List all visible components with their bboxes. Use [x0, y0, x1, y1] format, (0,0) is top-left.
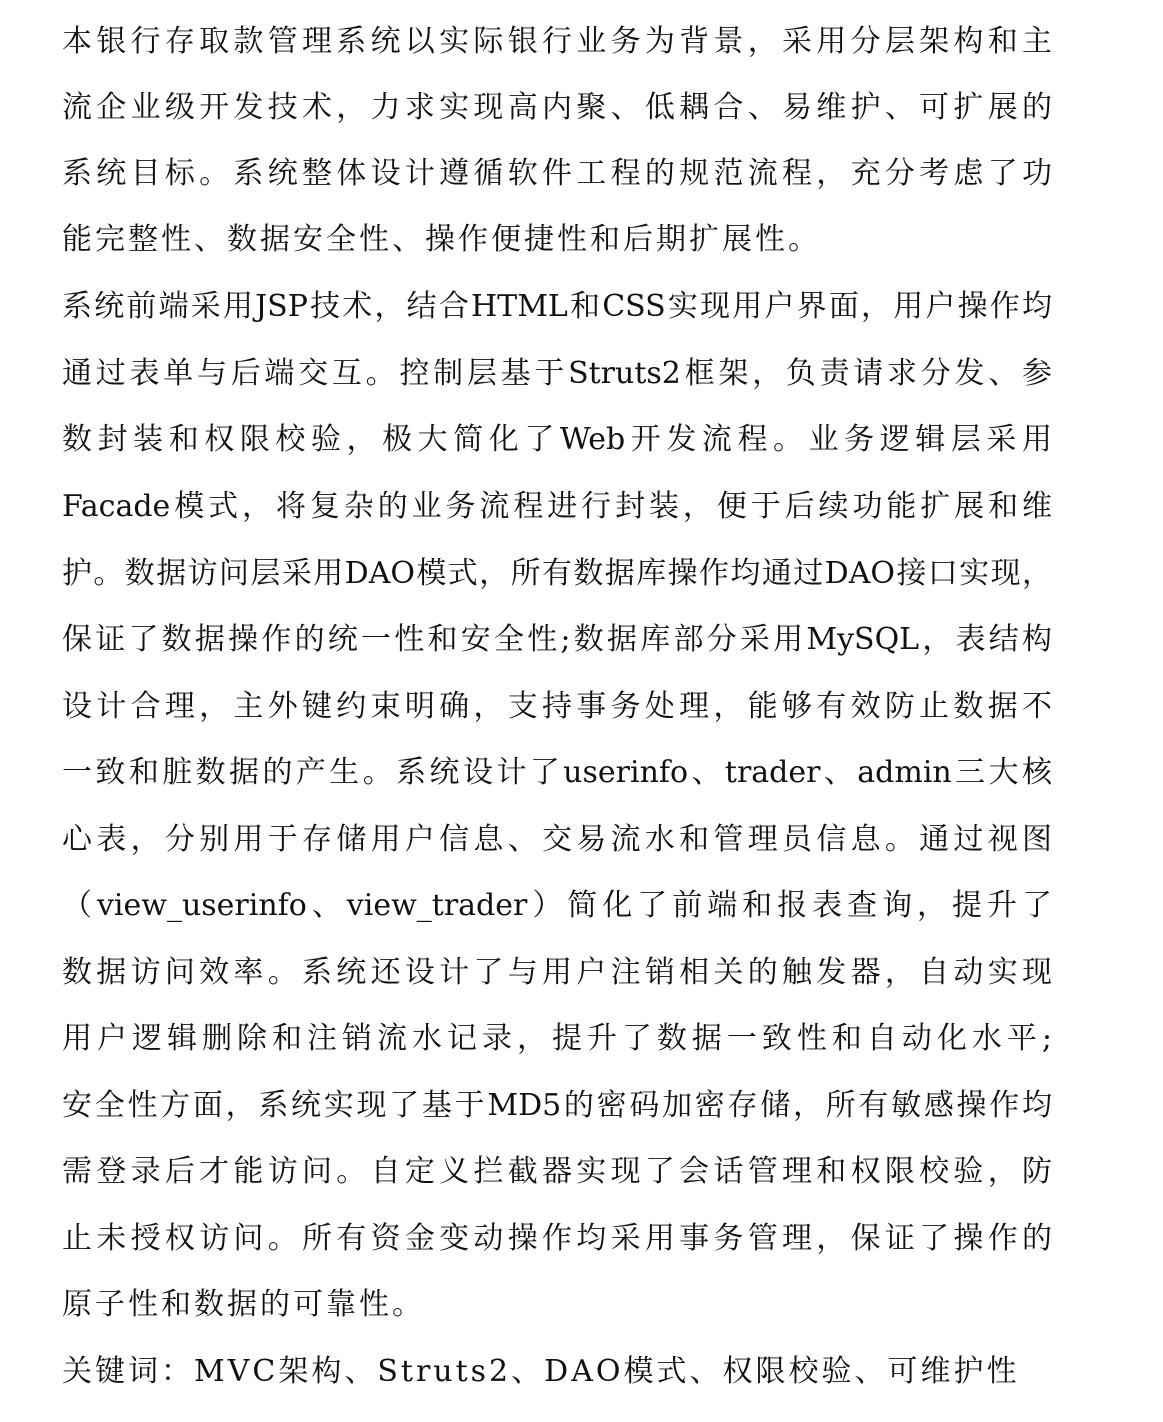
text-line-10: 保证了数据操作的统一性和安全性;数据库部分采用MySQL，表结构	[62, 622, 1052, 657]
text-line-15: 数据访问效率。系统还设计了与用户注销相关的触发器，自动实现	[62, 955, 1052, 990]
text-line-9: 护。数据访问层采用DAO模式，所有数据库操作均通过DAO接口实现，	[62, 556, 1052, 591]
text-line-7: 数封装和权限校验，极大简化了Web开发流程。业务逻辑层采用	[62, 422, 1052, 457]
text-line-11: 设计合理，主外键约束明确，支持事务处理，能够有效防止数据不	[62, 689, 1052, 724]
keywords-line: 关键词：MVC架构、Struts2、DAO模式、权限校验、可维护性	[62, 1354, 1020, 1389]
text-line-17: 安全性方面，系统实现了基于MD5的密码加密存储，所有敏感操作均	[62, 1088, 1052, 1123]
text-line-6: 通过表单与后端交互。控制层基于Struts2框架，负责请求分发、参	[62, 356, 1052, 391]
text-line-2: 流企业级开发技术，力求实现高内聚、低耦合、易维护、可扩展的	[62, 90, 1052, 125]
text-line-18: 需登录后才能访问。自定义拦截器实现了会话管理和权限校验，防	[62, 1154, 1052, 1189]
text-line-5: 系统前端采用JSP技术，结合HTML和CSS实现用户界面，用户操作均	[62, 289, 1052, 324]
text-line-20: 原子性和数据的可靠性。	[62, 1287, 425, 1322]
text-line-19: 止未授权访问。所有资金变动操作均采用事务管理，保证了操作的	[62, 1221, 1052, 1256]
text-line-3: 系统目标。系统整体设计遵循软件工程的规范流程，充分考虑了功	[62, 156, 1052, 191]
text-line-13: 心表，分别用于存储用户信息、交易流水和管理员信息。通过视图	[62, 822, 1052, 857]
text-line-16: 用户逻辑删除和注销流水记录，提升了数据一致性和自动化水平;	[62, 1021, 1052, 1056]
text-line-8: Facade模式，将复杂的业务流程进行封装，便于后续功能扩展和维	[62, 489, 1052, 524]
text-line-1: 本银行存取款管理系统以实际银行业务为背景，采用分层架构和主	[62, 24, 1052, 59]
text-line-14: （view_userinfo、view_trader）简化了前端和报表查询，提升了	[62, 888, 1052, 923]
text-line-12: 一致和脏数据的产生。系统设计了userinfo、trader、admin三大核	[62, 755, 1052, 790]
text-line-4: 能完整性、数据安全性、操作便捷性和后期扩展性。	[62, 222, 821, 257]
